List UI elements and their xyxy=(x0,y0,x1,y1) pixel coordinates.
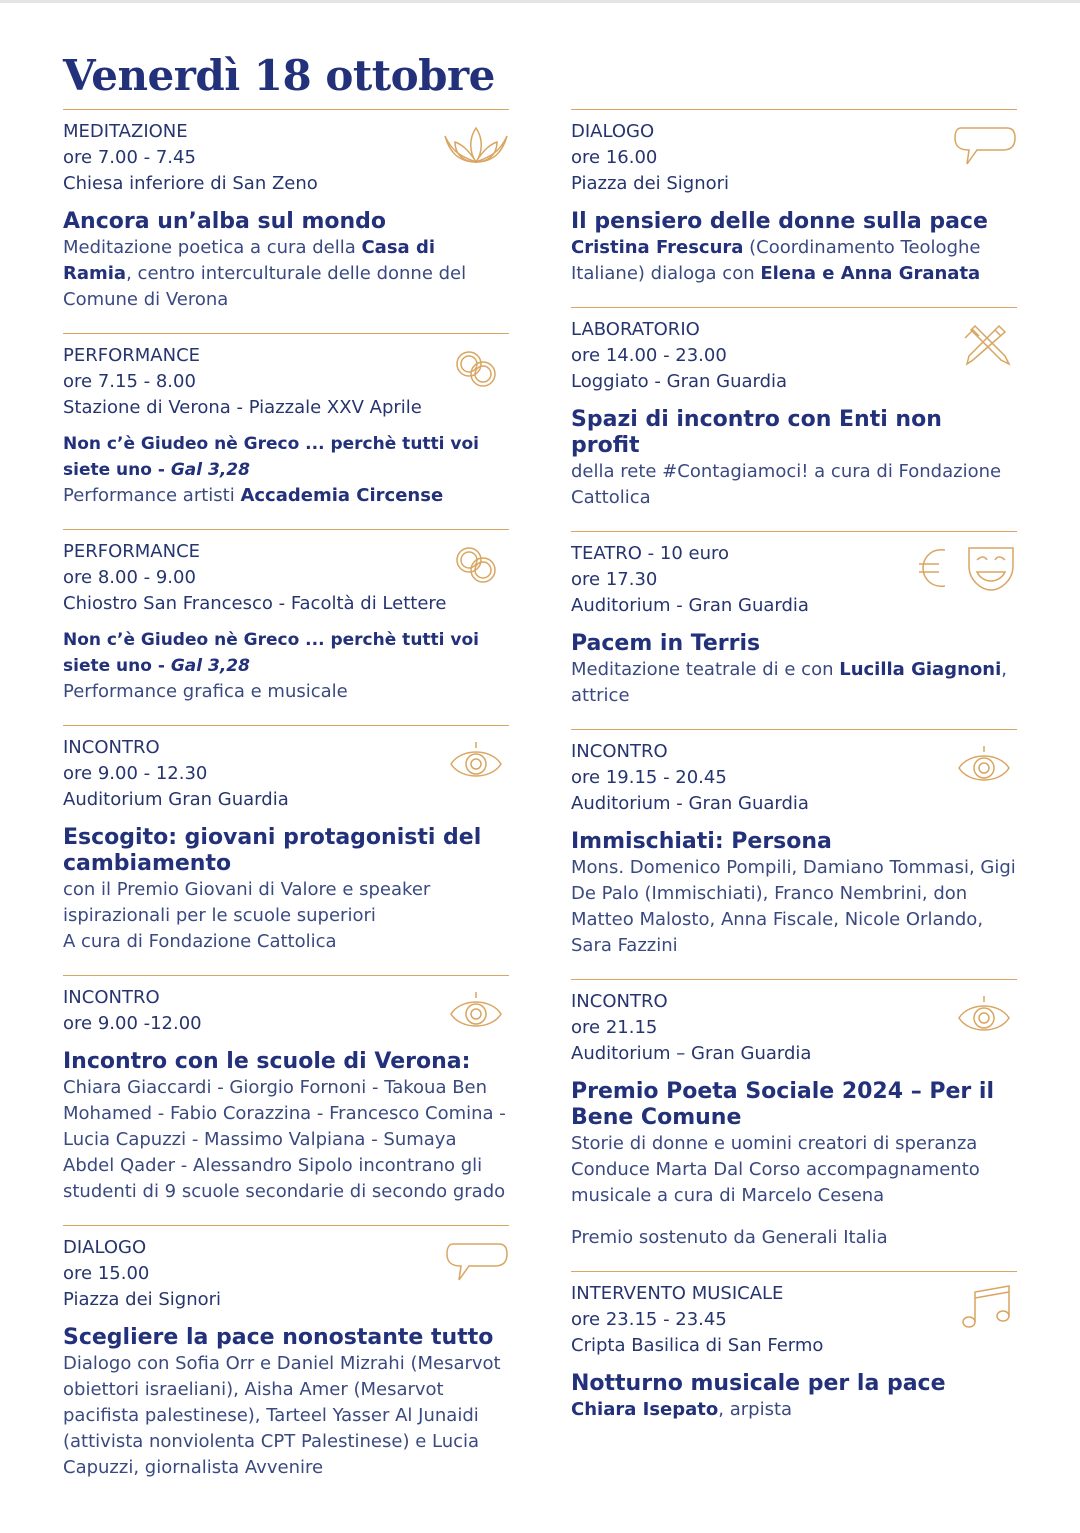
event-place: Loggiato - Gran Guardia xyxy=(571,371,788,392)
top-border xyxy=(0,0,1080,3)
event-title: Incontro con le scuole di Verona: xyxy=(63,1049,471,1074)
event-description: Mons. Domenico Pompili, Damiano Tommasi, Gigi De Palo (Immischiati), Franco Nembrini, don Matteo Malosto, Anna Fiscale, Nicole Orlando, Sara Fazzini xyxy=(571,857,1016,956)
event-place: Auditorium – Gran Guardia xyxy=(571,1043,812,1064)
event-pacem-in-terris xyxy=(571,531,1017,729)
event-description: con il Premio Giovani di Valore e speaker ispirazionali per le scuole superiori xyxy=(63,879,431,926)
event-category: PERFORMANCE xyxy=(63,345,201,366)
event-ancora-un-alba xyxy=(63,109,509,333)
event-category: DIALOGO xyxy=(571,121,655,142)
speech-bubble-icon xyxy=(951,122,1017,170)
event-category: INCONTRO xyxy=(63,737,160,758)
event-time: ore 7.15 - 8.00 xyxy=(63,371,196,392)
event-title: Non c’è Giudeo nè Greco ... perchè tutti voi siete uno - Gal 3,28 xyxy=(63,434,480,480)
event-category: INCONTRO xyxy=(571,991,668,1012)
event-performance-chiostro xyxy=(63,529,509,725)
event-title: Pacem in Terris xyxy=(571,631,761,656)
event-description: Meditazione teatrale di e con Lucilla Giagnoni, attrice xyxy=(571,659,1007,706)
event-title: Premio Poeta Sociale 2024 – Per il Bene Comune xyxy=(571,1079,995,1130)
event-description: della rete #Contagiamoci! a cura di Fondazione Cattolica xyxy=(571,461,1002,508)
event-title: Non c’è Giudeo nè Greco ... perchè tutti voi siete uno - Gal 3,28 xyxy=(63,630,480,676)
event-place: Piazza dei Signori xyxy=(63,1289,222,1310)
event-sponsor: Premio sostenuto da Generali Italia xyxy=(571,1227,888,1248)
event-place: Stazione di Verona - Piazzale XXV Aprile xyxy=(63,397,422,418)
event-title: Scegliere la pace nonostante tutto xyxy=(63,1325,494,1350)
event-pensiero-donne xyxy=(571,109,1017,307)
eye-icon xyxy=(443,988,509,1036)
event-time: ore 14.00 - 23.00 xyxy=(571,345,727,366)
euro-theatre-mask-icon xyxy=(917,544,1017,592)
event-immischiati xyxy=(571,729,1017,979)
left-column xyxy=(63,109,509,1501)
event-time: ore 15.00 xyxy=(63,1263,150,1284)
event-category: INTERVENTO MUSICALE xyxy=(571,1283,784,1304)
event-performance-stazione xyxy=(63,333,509,529)
event-scegliere-la-pace xyxy=(63,1225,509,1501)
event-description: Chiara Isepato, arpista xyxy=(571,1399,793,1420)
event-category: DIALOGO xyxy=(63,1237,147,1258)
event-premio-poeta-sociale xyxy=(571,979,1017,1271)
event-title: Escogito: giovani protagonisti del cambiamento xyxy=(63,825,482,876)
event-place: Cripta Basilica di San Fermo xyxy=(571,1335,824,1356)
event-title: Notturno musicale per la pace xyxy=(571,1371,946,1396)
event-time: ore 7.00 - 7.45 xyxy=(63,147,196,168)
event-time: ore 23.15 - 23.45 xyxy=(571,1309,727,1330)
event-time: ore 9.00 -12.00 xyxy=(63,1013,202,1034)
event-title: Immischiati: Persona xyxy=(571,829,832,854)
eye-icon xyxy=(951,742,1017,790)
event-place: Auditorium - Gran Guardia xyxy=(571,595,809,616)
eye-icon xyxy=(443,738,509,786)
event-category: MEDITAZIONE xyxy=(63,121,188,142)
event-incontro-scuole xyxy=(63,975,509,1225)
event-time: ore 16.00 xyxy=(571,147,658,168)
event-description: Chiara Giaccardi - Giorgio Fornoni - Takoua Ben Mohamed - Fabio Corazzina - Francesco Comina - Lucia Capuzzi - Massimo Valpiana - Sumaya Abdel Qader - Alessandro Sipolo incontrano gli studenti di 9 scuole secondarie di secondo grado xyxy=(63,1077,506,1202)
event-time: ore 9.00 - 12.30 xyxy=(63,763,208,784)
event-place: Piazza dei Signori xyxy=(571,173,730,194)
event-description: Cristina Frescura (Coordinamento Teologhe Italiane) dialoga con Elena e Anna Granata xyxy=(571,237,981,284)
event-spazi-di-incontro xyxy=(571,307,1017,531)
rings-icon xyxy=(443,542,509,590)
event-category: INCONTRO xyxy=(571,741,668,762)
event-notturno-musicale xyxy=(571,1271,1017,1443)
event-place: Auditorium - Gran Guardia xyxy=(571,793,809,814)
lotus-icon xyxy=(443,122,509,170)
right-column xyxy=(571,109,1017,1443)
event-time: ore 17.30 xyxy=(571,569,658,590)
event-description: Dialogo con Sofia Orr e Daniel Mizrahi (Mesarvot obiettori israeliani), Aisha Amer (Mesarvot pacifista palestinese), Tarteel Yasser Al Junaidi (attivista nonviolenta CPT Palestinese) e Lucia Capuzzi, giornalista Avvenire xyxy=(63,1353,501,1478)
event-category: TEATRO - 10 euro xyxy=(571,543,730,564)
event-description: Performance grafica e musicale xyxy=(63,681,348,702)
event-title: Il pensiero delle donne sulla pace xyxy=(571,209,988,234)
event-description: Storie di donne e uomini creatori di speranza Conduce Marta Dal Corso accompagnamento musicale a cura di Marcelo Cesena xyxy=(571,1133,980,1206)
event-title: Ancora un’alba sul mondo xyxy=(63,209,387,234)
event-organizer: A cura di Fondazione Cattolica xyxy=(63,931,337,952)
event-place: Auditorium Gran Guardia xyxy=(63,789,289,810)
event-escogito xyxy=(63,725,509,975)
pencil-tools-icon xyxy=(951,320,1017,368)
event-place: Chiesa inferiore di San Zeno xyxy=(63,173,318,194)
speech-bubble-icon xyxy=(443,1238,509,1286)
event-title: Spazi di incontro con Enti non profit xyxy=(571,407,942,458)
page-title: Venerdì 18 ottobre xyxy=(63,51,495,100)
event-time: ore 21.15 xyxy=(571,1017,658,1038)
music-note-icon xyxy=(951,1284,1017,1332)
event-place: Chiostro San Francesco - Facoltà di Lettere xyxy=(63,593,447,614)
event-category: PERFORMANCE xyxy=(63,541,201,562)
rings-icon xyxy=(443,346,509,394)
event-category: LABORATORIO xyxy=(571,319,700,340)
eye-icon xyxy=(951,992,1017,1040)
event-category: INCONTRO xyxy=(63,987,160,1008)
event-time: ore 8.00 - 9.00 xyxy=(63,567,196,588)
event-description: Performance artisti Accademia Circense xyxy=(63,485,444,506)
event-time: ore 19.15 - 20.45 xyxy=(571,767,727,788)
event-description: Meditazione poetica a cura della Casa di Ramia, centro interculturale delle donne del Comune di Verona xyxy=(63,237,467,310)
